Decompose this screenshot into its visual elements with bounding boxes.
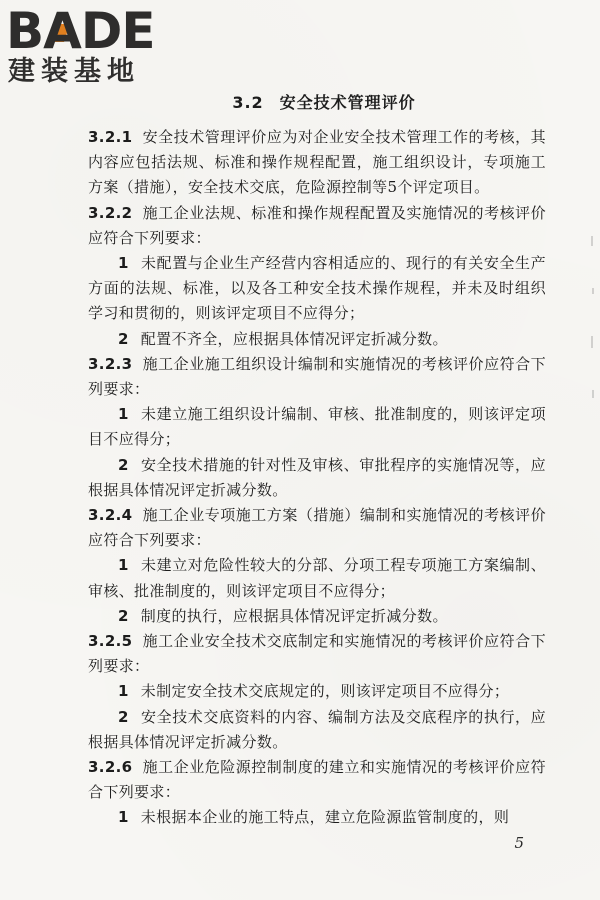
section-number: 3.2 xyxy=(232,93,264,112)
item-number: 1 xyxy=(118,808,129,827)
clause-item xyxy=(88,453,546,503)
clause-text: 施工企业安全技术交底制定和实施情况的考核评价应符合下列要求： xyxy=(88,632,546,676)
item-text: 安全技术措施的针对性及审核、审批程序的实施情况等，应根据具体情况评定折减分数。 xyxy=(88,455,546,499)
clause-number: 3.2.5 xyxy=(88,632,133,651)
document-body xyxy=(88,90,546,831)
scan-edge-mark xyxy=(591,336,593,348)
item-text: 安全技术交底资料的内容、编制方法及交底程序的执行，应根据具体情况评定折减分数。 xyxy=(88,707,546,751)
logo-subtitle: 建装基地 xyxy=(8,56,140,87)
item-number: 2 xyxy=(118,606,129,625)
clause-item xyxy=(88,402,546,452)
clause-item xyxy=(88,553,546,603)
clause-text: 施工企业施工组织设计编制和实施情况的考核评价应符合下列要求： xyxy=(88,354,546,399)
item-number: 1 xyxy=(118,405,129,424)
item-number: 2 xyxy=(118,329,129,348)
scan-edge-mark xyxy=(592,390,594,398)
item-number: 1 xyxy=(118,254,129,273)
clause-number: 3.2.3 xyxy=(88,354,133,373)
clause-item xyxy=(88,251,546,327)
clause-3-2-2 xyxy=(88,201,546,251)
clause-item xyxy=(88,604,546,629)
clause-3-2-4 xyxy=(88,503,546,553)
clause-3-2-1 xyxy=(88,125,546,201)
item-text: 未配置与企业生产经营内容相适应的、现行的有关安全生产方面的法规、标准，以及各工种安全技术操作规程，并未及时组织学习和贯彻的，则该评定项目不应得分； xyxy=(88,254,546,323)
item-number: 1 xyxy=(118,682,129,701)
clause-3-2-3 xyxy=(88,352,546,402)
clause-item xyxy=(88,679,546,704)
item-number: 1 xyxy=(118,556,129,575)
item-text: 未建立施工组织设计编制、审核、批准制度的，则该评定项目不应得分； xyxy=(88,405,546,449)
clause-text: 施工企业专项施工方案（措施）编制和实施情况的考核评价应符合下列要求： xyxy=(88,506,546,550)
clause-3-2-5 xyxy=(88,629,546,679)
item-text: 未根据本企业的施工特点，建立危险源监管制度的，则 xyxy=(140,808,510,827)
page-number: 5 xyxy=(514,834,524,852)
clause-number: 3.2.2 xyxy=(88,203,133,222)
item-text: 未建立对危险性较大的分部、分项工程专项施工方案编制、审核、批准制度的，则该评定项目不应得分； xyxy=(88,556,546,600)
clause-item xyxy=(88,705,546,755)
clause-number: 3.2.1 xyxy=(88,128,133,146)
item-text: 未制定安全技术交底规定的，则该评定项目不应得分； xyxy=(140,682,510,701)
scan-edge-mark xyxy=(592,288,594,294)
item-number: 2 xyxy=(118,455,129,474)
clause-number: 3.2.4 xyxy=(88,506,133,525)
section-title: 安全技术管理评价 xyxy=(279,93,416,112)
clause-3-2-6 xyxy=(88,755,546,805)
item-text: 制度的执行，应根据具体情况评定折减分数。 xyxy=(140,606,448,625)
clause-text: 施工企业危险源控制制度的建立和实施情况的考核评价应符合下列要求： xyxy=(88,758,546,802)
clause-item xyxy=(88,805,546,830)
section-heading xyxy=(88,90,546,113)
clause-number: 3.2.6 xyxy=(88,758,133,777)
clause-text: 施工企业法规、标准和操作规程配置及实施情况的考核评价应符合下列要求： xyxy=(88,203,546,247)
scan-edge-mark xyxy=(591,236,593,246)
clause-text: 安全技术管理评价应为对企业安全技术管理工作的考核，其内容应包括法规、标准和操作规程配置，施工组织设计，专项施工方案（措施），安全技术交底，危险源控制等5个评定项目。 xyxy=(88,128,546,197)
item-text: 配置不齐全，应根据具体情况评定折减分数。 xyxy=(140,329,448,348)
item-number: 2 xyxy=(118,707,129,726)
clause-item xyxy=(88,327,546,352)
logo-wordmark: B ADE xyxy=(6,2,155,60)
bade-logo xyxy=(6,2,176,88)
